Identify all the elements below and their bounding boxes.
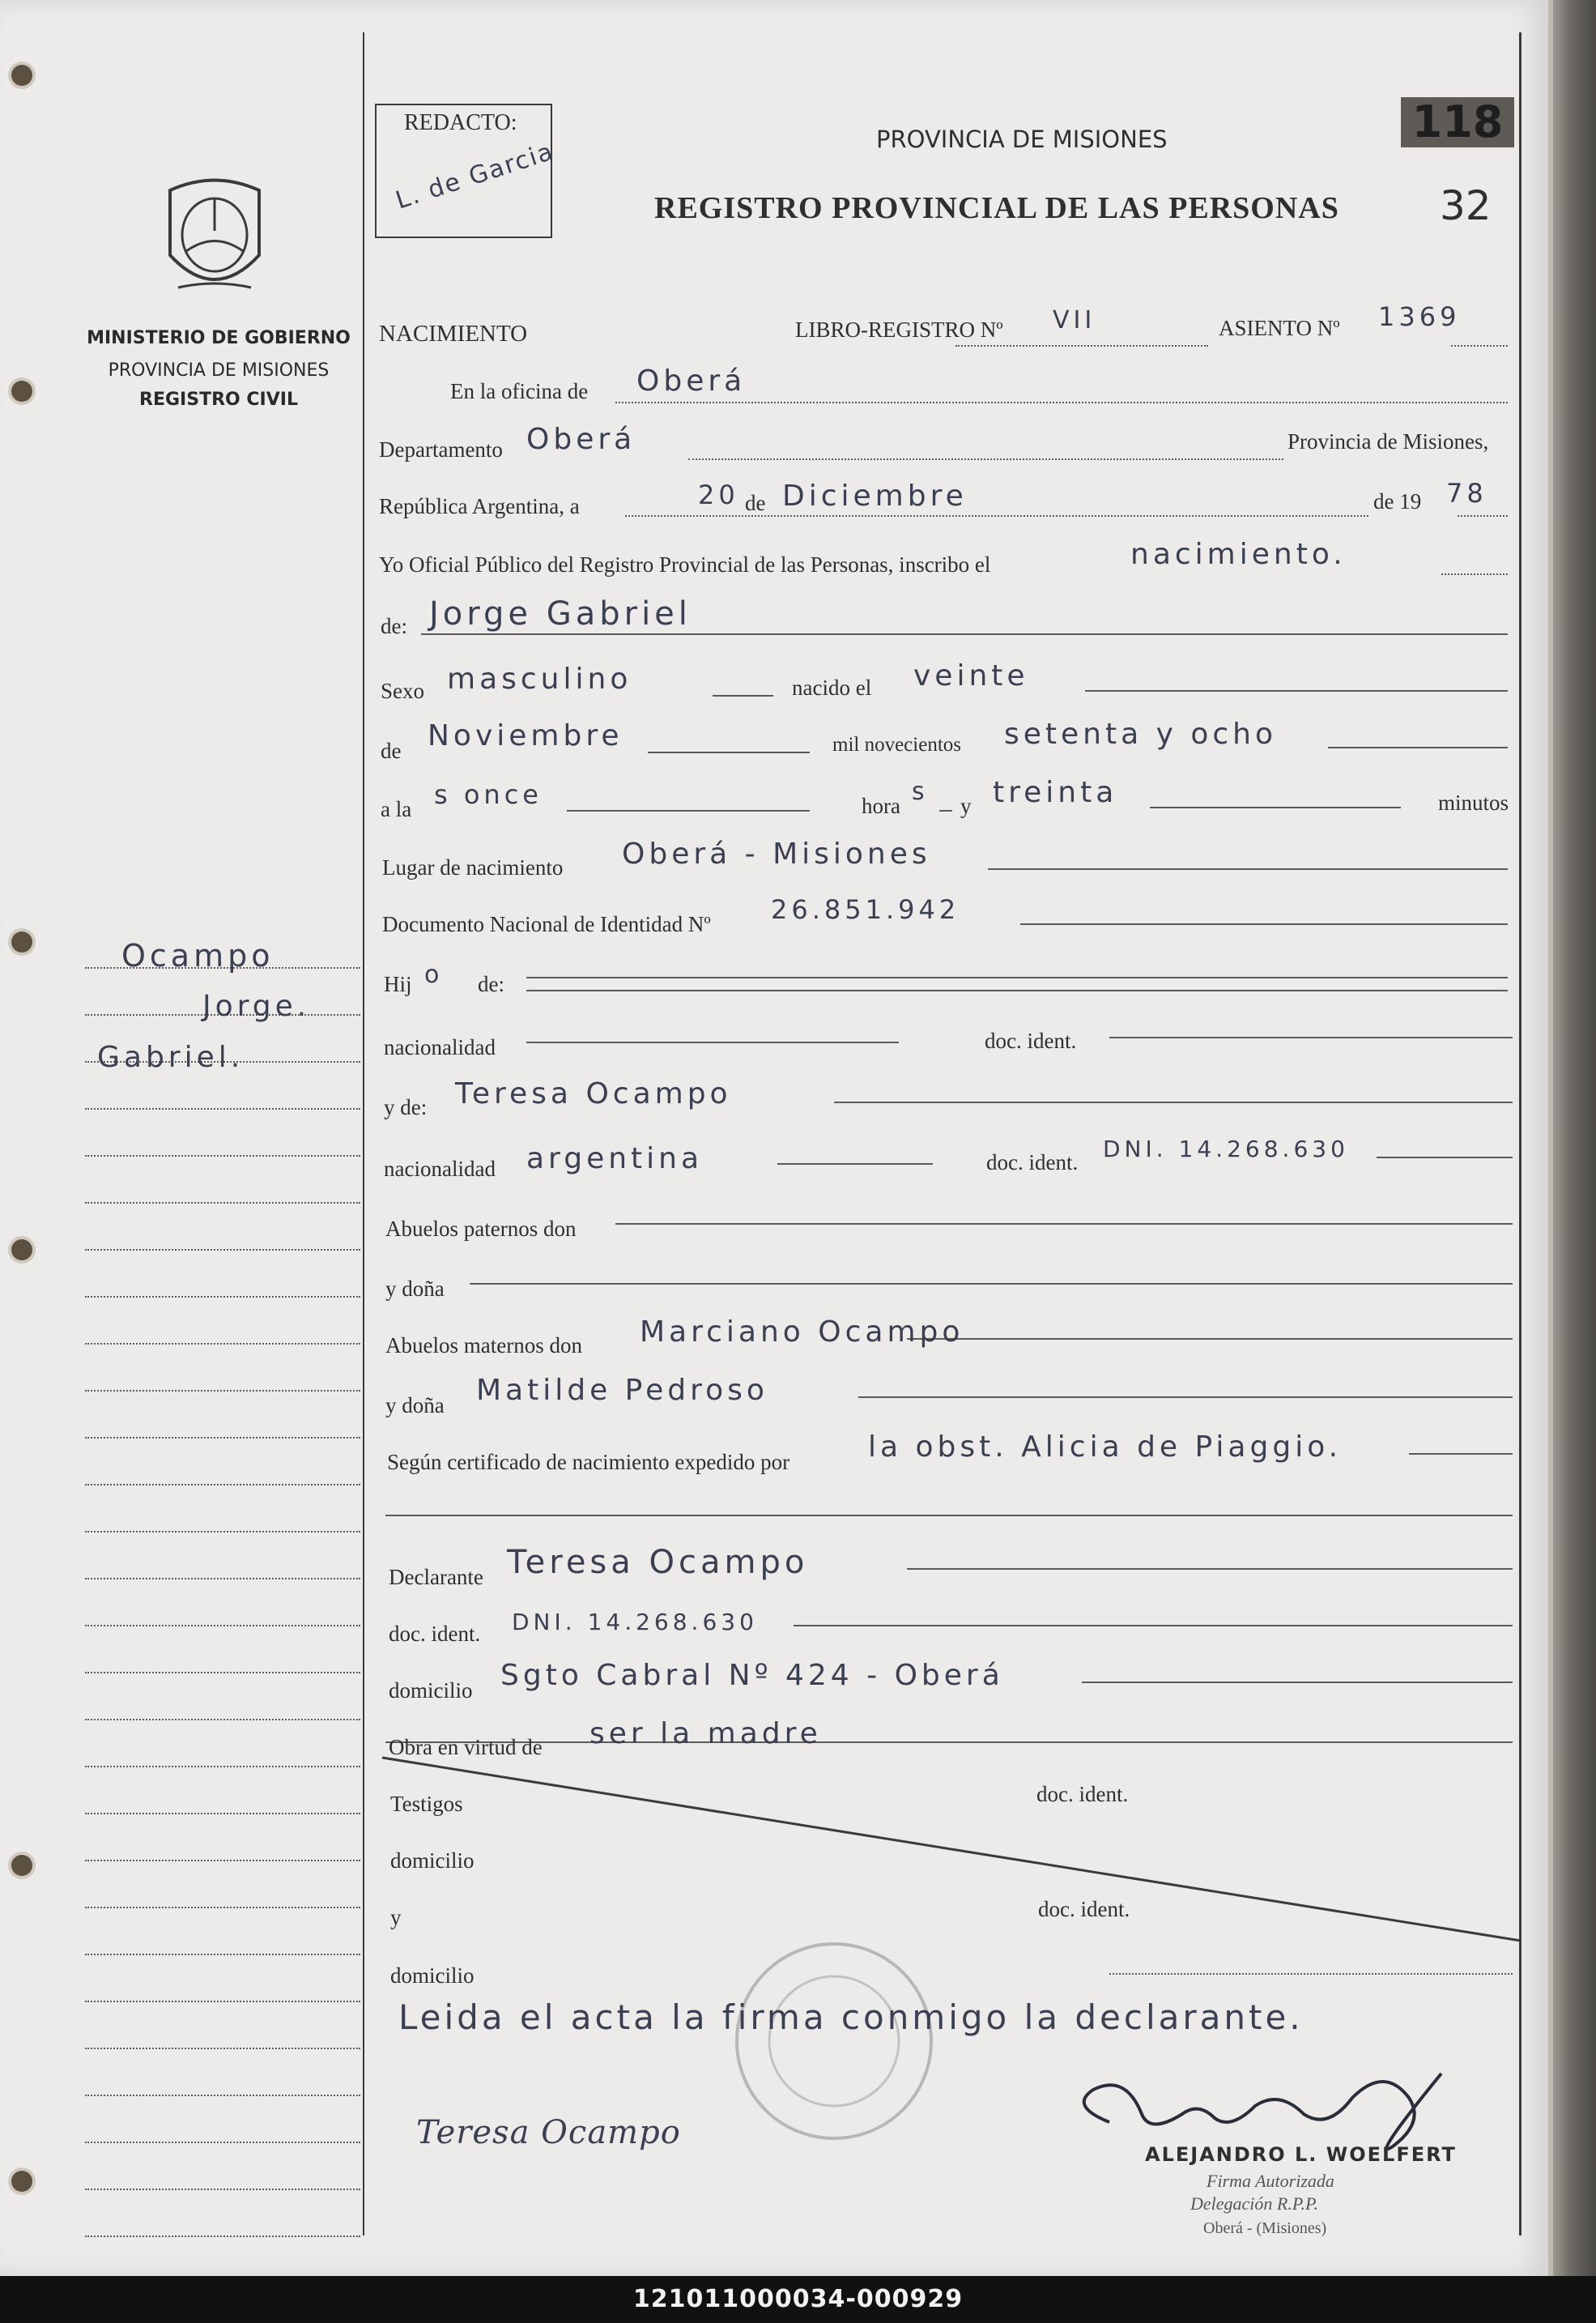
domicilio-label: domicilio — [389, 1678, 473, 1703]
certificado-label: Según certificado de nacimiento expedido por — [387, 1450, 790, 1474]
nacido-label: nacido el — [792, 676, 872, 700]
decl-doc-label: doc. ident. — [389, 1622, 481, 1646]
declarante-label: Declarante — [389, 1565, 483, 1589]
margin-dotted-line — [85, 2095, 360, 2096]
margin-dotted-line — [85, 1484, 360, 1485]
form-field-line — [1328, 747, 1508, 748]
official-seal-icon — [729, 1936, 939, 2146]
form-field-line — [526, 1042, 899, 1043]
form-field-line — [1451, 345, 1508, 347]
minutos-label: minutos — [1438, 791, 1509, 815]
margin-note-surname: Ocampo — [121, 938, 275, 974]
book-binding-edge — [1553, 0, 1596, 2276]
abuelos-paternos-label: Abuelos paternos don — [385, 1217, 577, 1241]
form-field-line — [615, 402, 1508, 403]
republica-label: República Argentina, a — [379, 494, 580, 518]
testigo1-doc-label: doc. ident. — [1036, 1782, 1129, 1806]
form-field-line — [385, 1515, 1513, 1516]
abuela-materna-value: Matilde Pedroso — [476, 1374, 768, 1407]
anio-value: 78 — [1446, 478, 1487, 509]
margin-dotted-line — [85, 2048, 360, 2049]
margin-dotted-line — [85, 1437, 360, 1439]
binder-hole — [11, 2171, 32, 2192]
binder-hole — [11, 931, 32, 953]
doc-ident-label: doc. ident. — [985, 1029, 1077, 1053]
departamento-label: Departamento — [379, 437, 503, 462]
abuelos-maternos-label: Abuelos maternos don — [385, 1333, 582, 1358]
form-field-line — [625, 515, 1368, 517]
declarante-value: Teresa Ocampo — [507, 1544, 809, 1581]
margin-dotted-line — [85, 1531, 360, 1532]
form-field-line — [794, 1625, 1513, 1626]
testigo1-domicilio-label: domicilio — [390, 1848, 475, 1873]
de2-label: de — [381, 739, 402, 763]
margin-dotted-line — [85, 1672, 360, 1673]
margin-dotted-line — [85, 1954, 360, 1955]
leida-text: Leida el acta la firma conmigo la declarante. — [398, 1997, 1304, 2037]
form-field-line — [907, 1338, 1513, 1340]
province-title: PROVINCIA DE MISIONES — [876, 126, 1168, 153]
margin-dotted-line — [85, 1766, 360, 1767]
ydona-paterna-label: y doña — [385, 1277, 445, 1301]
act-type: NACIMIENTO — [379, 321, 528, 347]
margin-dotted-line — [85, 1719, 360, 1720]
nacionalidad-label: nacionalidad — [384, 1035, 496, 1059]
dni-label: Documento Nacional de Identidad Nº — [382, 912, 711, 936]
hijo-de: de: — [478, 972, 504, 996]
certificado-value: la obst. Alicia de Piaggio. — [868, 1430, 1343, 1464]
form-field-line — [648, 752, 810, 753]
sexo-value: masculino — [447, 663, 632, 696]
anio-label: de 19 — [1373, 489, 1422, 514]
coat-of-arms-icon — [154, 174, 275, 304]
official-stamp-name: ALEJANDRO L. WOELFERT — [1145, 2143, 1457, 2166]
form-field-line — [777, 1163, 933, 1165]
form-field-line — [526, 990, 1508, 991]
fecha-de: de — [745, 491, 766, 515]
nombre-value: Jorge Gabriel — [429, 595, 692, 633]
margin-dotted-line — [85, 1625, 360, 1626]
official-stamp-line2: Firma Autorizada — [1207, 2171, 1334, 2191]
folio-stamp: 118 — [1401, 97, 1514, 147]
oficial-value: nacimiento. — [1130, 538, 1347, 571]
margin-dotted-line — [85, 1813, 360, 1814]
form-field-line — [834, 1102, 1513, 1103]
margin-dotted-line — [85, 2189, 360, 2190]
horas-s: s — [912, 778, 929, 806]
provincia-label: Provincia de Misiones, — [1287, 429, 1489, 454]
page-number: 32 — [1440, 182, 1492, 229]
binder-hole — [11, 381, 32, 402]
margin-dotted-line — [85, 1578, 360, 1579]
margin-dotted-line — [85, 2236, 360, 2237]
doc-ident2-label: doc. ident. — [986, 1150, 1079, 1174]
redacto-box — [375, 104, 558, 238]
margin-dotted-line — [85, 2001, 360, 2002]
margin-note-second-name: Gabriel. — [97, 1041, 245, 1074]
departamento-value: Oberá — [526, 423, 636, 456]
margin-dotted-line — [85, 1390, 360, 1392]
form-field-line — [1458, 515, 1508, 517]
form-field-line — [1082, 1682, 1513, 1683]
lugar-value: Oberá - Misiones — [622, 838, 931, 871]
form-field-line — [1085, 690, 1508, 692]
margin-dotted-line — [85, 1860, 360, 1861]
margin-note-first-name: Jorge. — [202, 990, 311, 1023]
minutos-value: treinta — [993, 776, 1118, 809]
testigo2-doc-label: doc. ident. — [1038, 1897, 1130, 1921]
hijo-label: Hij — [384, 972, 412, 996]
form-field-line — [1377, 1157, 1513, 1158]
oficial-label: Yo Oficial Público del Registro Provincial de las Personas, inscribo el — [379, 552, 991, 577]
margin-dotted-line — [85, 1907, 360, 1908]
form-field-line — [688, 458, 1283, 460]
oficina-label: En la oficina de — [450, 379, 589, 403]
y-label: y — [960, 794, 972, 818]
official-stamp-line3: Delegación R.P.P. — [1190, 2193, 1319, 2214]
nacionalidad2-label: nacionalidad — [384, 1157, 496, 1181]
domicilio-value: Sgto Cabral Nº 424 - Oberá — [500, 1659, 1004, 1692]
anio-words: setenta y ocho — [1004, 718, 1278, 751]
binder-hole — [11, 65, 32, 86]
form-field-line — [1020, 923, 1508, 925]
dni-value: 26.851.942 — [771, 894, 960, 925]
ministry-province: PROVINCIA DE MISIONES — [108, 360, 330, 381]
redacto-signature: L. de Garcia — [392, 137, 558, 215]
obra-value: ser la madre — [589, 1717, 822, 1750]
form-field-line — [1109, 1037, 1513, 1038]
form-field-line — [955, 345, 1208, 347]
form-field-line — [1150, 807, 1401, 808]
redacto-label: REDACTO: — [404, 110, 517, 135]
form-field-line — [858, 1396, 1513, 1398]
testigo2-domicilio-label: domicilio — [390, 1963, 475, 1988]
margin-dotted-line — [85, 1249, 360, 1251]
madre-doc-value: DNI. 14.268.630 — [1103, 1136, 1349, 1162]
registry-title: REGISTRO PROVINCIAL DE LAS PERSONAS — [654, 191, 1339, 225]
obra-label: Obra en virtud de — [389, 1735, 543, 1759]
form-field-line — [713, 695, 773, 697]
nacionalidad2-value: argentina — [526, 1142, 704, 1175]
form-field-line — [1441, 573, 1508, 575]
form-field-line — [1409, 1453, 1513, 1455]
form-field-line — [1109, 1973, 1513, 1975]
form-field-line — [470, 1283, 1513, 1285]
madre-value: Teresa Ocampo — [455, 1077, 732, 1110]
asiento-value: 1369 — [1378, 301, 1461, 332]
horas-label: hora — [862, 794, 900, 818]
document-id-footer: 121011000034-000929 — [0, 2276, 1596, 2323]
margin-dotted-line — [85, 1343, 360, 1345]
yde-label: y de: — [384, 1095, 428, 1119]
fecha-dia: 20 — [698, 480, 739, 510]
ala-label: a la — [381, 797, 412, 821]
sexo-label: Sexo — [381, 679, 424, 703]
hijo-o: o — [424, 961, 444, 989]
hora-value: s once — [434, 779, 543, 810]
binder-hole — [11, 1855, 32, 1876]
form-field-line — [988, 868, 1508, 870]
ministry-registry: REGISTRO CIVIL — [139, 390, 298, 410]
ydona-materna-label: y doña — [385, 1393, 445, 1417]
decl-doc-value: DNI. 14.268.630 — [512, 1609, 758, 1635]
form-field-line — [907, 1568, 1513, 1570]
testigo2-y-label: y — [390, 1905, 402, 1929]
oficina-value: Oberá — [636, 364, 747, 398]
declarante-signature: Teresa Ocampo — [416, 2114, 681, 2151]
mes-value: Noviembre — [428, 719, 624, 752]
margin-dotted-line — [85, 2142, 360, 2143]
form-field-line — [567, 810, 810, 812]
de-label: de: — [381, 614, 407, 638]
mil-label: mil novecientos — [832, 734, 961, 756]
form-field-line — [939, 810, 952, 812]
form-field-line — [615, 1223, 1513, 1225]
testigos-label: Testigos — [390, 1792, 463, 1816]
fecha-mes: Diciembre — [782, 480, 968, 513]
lugar-label: Lugar de nacimiento — [382, 855, 564, 880]
cancel-diagonal-line — [381, 1725, 1522, 1944]
margin-dotted-line — [85, 1202, 360, 1204]
margin-dotted-line — [85, 1155, 360, 1157]
form-field-line — [421, 633, 1508, 635]
libro-label: LIBRO-REGISTRO Nº — [795, 318, 1003, 342]
margin-dotted-line — [85, 1108, 360, 1110]
form-field-line — [526, 977, 1508, 978]
margin-dotted-line — [85, 1296, 360, 1298]
nacido-value: veinte — [913, 659, 1029, 693]
asiento-label: ASIENTO Nº — [1219, 316, 1340, 340]
libro-value: VII — [1053, 306, 1096, 335]
abuelo-materno-value: Marciano Ocampo — [640, 1315, 964, 1349]
ministry-name: MINISTERIO DE GOBIERNO — [87, 328, 351, 348]
binder-hole — [11, 1239, 32, 1260]
official-stamp-line4: Oberá - (Misiones) — [1203, 2219, 1327, 2237]
